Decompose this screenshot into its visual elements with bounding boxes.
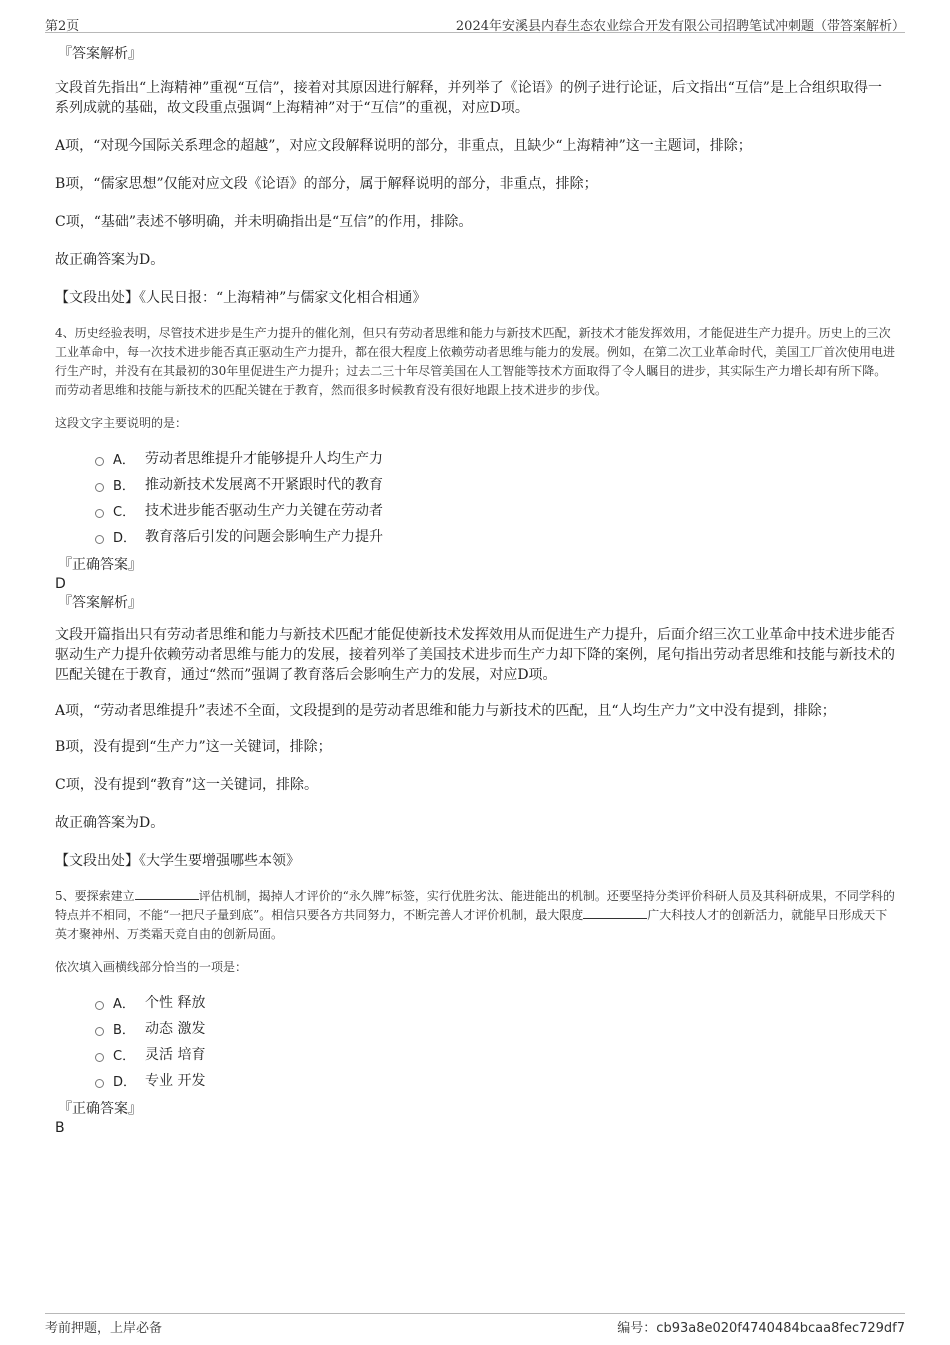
- radio-icon[interactable]: [95, 1027, 104, 1036]
- q5-option-b[interactable]: B． 动态 激发: [95, 1015, 895, 1041]
- q5-answer-label: 『正确答案』: [58, 1101, 142, 1117]
- q4-prompt: 这段文字主要说明的是：: [55, 416, 188, 430]
- q5-options: [95, 989, 895, 1093]
- page-number: 第2页: [45, 19, 80, 34]
- q4-option-d[interactable]: D． 教育落后引发的问题会影响生产力提升: [95, 523, 895, 549]
- q4-answer: D: [55, 576, 66, 592]
- q4-option-b[interactable]: B． 推动新技术发展离不开紧跟时代的教育: [95, 471, 895, 497]
- fill-blank-2: [583, 906, 647, 919]
- q5-answer: B: [55, 1120, 65, 1136]
- q4-analysis-a: A项，“劳动者思维提升”表述不全面，文段提到的是劳动者思维和能力与新技术的匹配，且“人均生产力”文中没有提到，排除；: [55, 703, 836, 719]
- q3-analysis-b: B项，“儒家思想”仅能对应文段《论语》的部分，属于解释说明的部分，非重点，排除；: [55, 176, 598, 192]
- q4-analysis-b: B项，没有提到“生产力”这一关键词，排除；: [55, 739, 332, 755]
- q3-analysis-c: C项，“基础”表述不够明确，并未明确指出是“互信”的作用，排除。: [55, 214, 473, 230]
- q3-analysis-label: 『答案解析』: [58, 46, 142, 62]
- footer-slogan: 考前押题，上岸必备: [45, 1321, 163, 1336]
- q3-analysis-a: A项，“对现今国际关系理念的超越”，对应文段解释说明的部分，非重点，且缺少“上海精神”这一主题词，排除；: [55, 138, 752, 154]
- q5-option-d[interactable]: D． 专业 开发: [95, 1067, 895, 1093]
- q4-stem: 4、历史经验表明，尽管技术进步是生产力提升的催化剂，但只有劳动者思维和能力与新技术匹配，新技术才能发挥效用，才能促进生产力提升。历史上的三次工业革命中，每一次技术进步能否真正驱动生产力提升，都在很大程度上依赖劳动者思维与能力的发展。例如，在第二次工业革命时代，美国工厂首次使用电进行生产时，并没有在其最初的30年里促进生产力提升；过去二三十年尽管美国在人工智能等技术方面取得了令人瞩目的进步，其实际生产力增长却有所下降。而劳动者思维和技能与新技术的匹配关键在于教育，然而很多时候教育没有很好地跟上技术进步的步伐。: [55, 326, 896, 397]
- page-header: [45, 12, 905, 33]
- q5-option-c[interactable]: C． 灵活 培育: [95, 1041, 895, 1067]
- fill-blank-1: [135, 887, 199, 900]
- q5-prompt: 依次填入画横线部分恰当的一项是：: [55, 960, 248, 974]
- q4-source: 【文段出处】《大学生要增强哪些本领》: [55, 853, 300, 869]
- page-footer: [45, 1313, 905, 1336]
- q4-conclusion: 故正确答案为D。: [55, 815, 165, 831]
- radio-icon[interactable]: [95, 509, 104, 518]
- radio-icon[interactable]: [95, 1053, 104, 1062]
- q3-source: 【文段出处】《人民日报：“上海精神”与儒家文化相合相通》: [55, 290, 427, 306]
- radio-icon[interactable]: [95, 1001, 104, 1010]
- q4-analysis-c: C项，没有提到“教育”这一关键词，排除。: [55, 777, 319, 793]
- q3-conclusion: 故正确答案为D。: [55, 252, 165, 268]
- q5-option-a[interactable]: A． 个性 释放: [95, 989, 895, 1015]
- page-content: [55, 44, 895, 1137]
- q5-stem: 5、要探索建立 评估机制，揭掉人才评价的“永久牌”标签，实行优胜劣汰、能进能出的机制。还要坚持分类评价科研人员及其科研成果，不同学科的特点并不相同，不能“一把尺子量到底”。相信只要各方共同努力，不断完善人才评价机制，最大限度 广大科技人才的创新活力，就能早日形成天下英才聚神州、万类霜天竞自由的创新局面。: [55, 889, 895, 941]
- q4-option-c[interactable]: C． 技术进步能否驱动生产力关键在劳动者: [95, 497, 895, 523]
- q4-options: [95, 445, 895, 549]
- q4-option-a[interactable]: A． 劳动者思维提升才能够提升人均生产力: [95, 445, 895, 471]
- radio-icon[interactable]: [95, 535, 104, 544]
- q4-answer-label: 『正确答案』: [58, 557, 142, 573]
- q4-analysis-label: 『答案解析』: [58, 595, 142, 611]
- radio-icon[interactable]: [95, 483, 104, 492]
- radio-icon[interactable]: [95, 457, 104, 466]
- q4-analysis-intro: 文段开篇指出只有劳动者思维和能力与新技术匹配才能促使新技术发挥效用从而促进生产力提升，后面介绍三次工业革命中技术进步能否驱动生产力提升依赖劳动者思维与能力的发展，接着列举了美国技术进步而生产力却下降的案例，尾句指出劳动者思维和技能与新技术的匹配关键在于教育，通过“然而”强调了教育落后会影响生产力的发展，对应D项。: [55, 627, 895, 683]
- document-title: 2024年安溪县内春生态农业综合开发有限公司招聘笔试冲刺题（带答案解析）: [455, 19, 905, 34]
- q3-analysis-intro: 文段首先指出“上海精神”重视“互信”，接着对其原因进行解释，并列举了《论语》的例子进行论证，后文指出“互信”是上合组织取得一系列成就的基础，故文段重点强调“上海精神”对于“互信”的重视，对应D项。: [55, 80, 882, 116]
- document-code: 编号：cb93a8e020f4740484bcaa8fec729df7: [617, 1321, 905, 1336]
- radio-icon[interactable]: [95, 1079, 104, 1088]
